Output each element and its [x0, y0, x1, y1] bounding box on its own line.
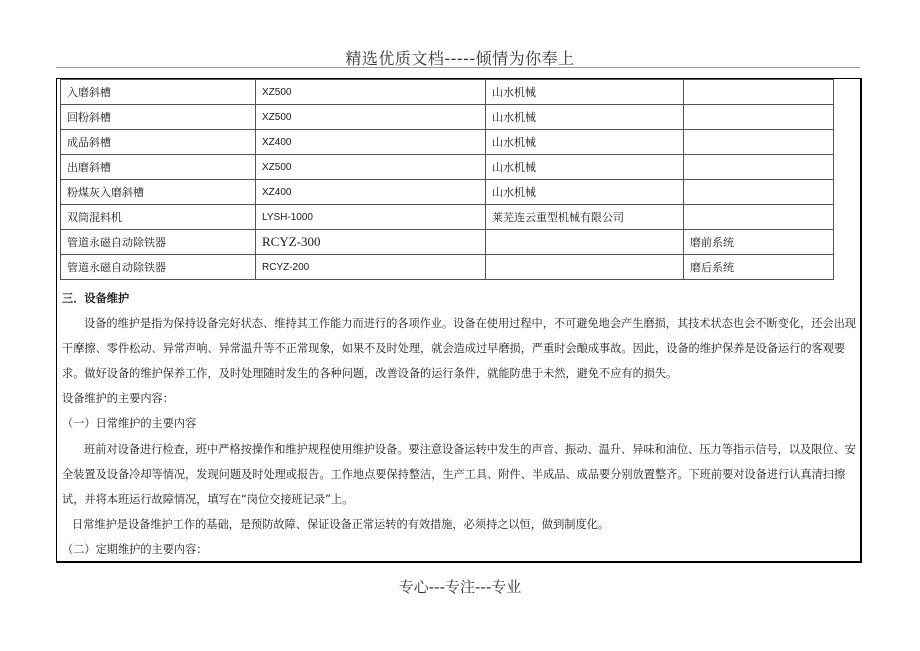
manufacturer-cell: 山水机械: [486, 105, 684, 130]
subsection-daily-title: （一）日常维护的主要内容: [62, 417, 197, 430]
equipment-name-cell: 成品斜槽: [61, 130, 256, 155]
section-title: 三．设备维护: [62, 292, 130, 305]
paragraph-daily: 班前对设备进行检查，班中严格按操作和维护规程使用维护设备。要注意设备运转中发生的声音、振动、温升、异味和油位、压力等指示信号，以及限位、安全装置及设备冷却等情况，发现问题及时处理或报告。工作地点要保持整洁，生产工具、附件、半成品、成品要分别放置整齐。下班前要对设备进行认真清扫擦试，并将本班运行故障情况，填写在“岗位交接班记录”上。: [62, 443, 856, 506]
paragraph-daily-summary: 日常维护是设备维护工作的基础，是预防故障、保证设备正常运转的有效措施，必须持之以恒，做到制度化。: [72, 518, 610, 531]
table-row: [61, 255, 834, 280]
model-cell: XZ400: [256, 130, 486, 155]
manufacturer-cell: [486, 230, 684, 255]
equipment-name-cell: 出磨斜槽: [61, 155, 256, 180]
model-cell: XZ400: [256, 180, 486, 205]
note-cell: [684, 130, 834, 155]
equipment-name-cell: 粉煤灰入磨斜槽: [61, 180, 256, 205]
model-cell: RCYZ-300: [256, 230, 486, 255]
note-cell: [684, 205, 834, 230]
page-footer: 专心---专注---专业: [398, 578, 522, 596]
note-cell: [684, 80, 834, 105]
model-cell: XZ500: [256, 155, 486, 180]
equipment-table: [60, 79, 834, 280]
model-cell: LYSH-1000: [256, 205, 486, 230]
table-row: [61, 80, 834, 105]
model-cell: XZ500: [256, 80, 486, 105]
manufacturer-cell: 山水机械: [486, 80, 684, 105]
model-cell: XZ500: [256, 105, 486, 130]
header-divider: [56, 67, 860, 68]
table-row: [61, 155, 834, 180]
table-row: [61, 105, 834, 130]
table-row: [61, 130, 834, 155]
note-cell: [684, 155, 834, 180]
note-cell: 磨后系统: [684, 255, 834, 280]
equipment-name-cell: 入磨斜槽: [61, 80, 256, 105]
manufacturer-cell: [486, 255, 684, 280]
manufacturer-cell: 山水机械: [486, 130, 684, 155]
equipment-name-cell: 双筒混料机: [61, 205, 256, 230]
paragraph-intro: 设备的维护是指为保持设备完好状态、维持其工作能力而进行的各项作业。设备在使用过程中，不可避免地会产生磨损，其技术状态也会不断变化，还会出现干摩擦、零件松动、异常声响、异常温升等不正常现象，如果不及时处理，就会造成过早磨损，严重时会酿成事故。因此，设备的维护保养是设备运行的客观要求。做好设备的维护保养工作，及时处理随时发生的各种问题，改善设备的运行条件，就能防患于未然，避免不应有的损失。: [62, 317, 856, 380]
model-cell: RCYZ-200: [256, 255, 486, 280]
note-cell: 磨前系统: [684, 230, 834, 255]
equipment-name-cell: 管道永磁自动除铁器: [61, 255, 256, 280]
table-row: [61, 230, 834, 255]
manufacturer-cell: 莱芜连云重型机械有限公司: [486, 205, 684, 230]
note-cell: [684, 105, 834, 130]
note-cell: [684, 180, 834, 205]
table-row: [61, 205, 834, 230]
manufacturer-cell: 山水机械: [486, 155, 684, 180]
paragraph-main-content: 设备维护的主要内容：: [62, 392, 174, 405]
manufacturer-cell: 山水机械: [486, 180, 684, 205]
equipment-name-cell: 管道永磁自动除铁器: [61, 230, 256, 255]
subsection-periodic-title: （二）定期维护的主要内容：: [62, 543, 208, 556]
table-row: [61, 180, 834, 205]
equipment-name-cell: 回粉斜槽: [61, 105, 256, 130]
page-header: 精选优质文档-----倾情为你奉上: [345, 49, 575, 68]
